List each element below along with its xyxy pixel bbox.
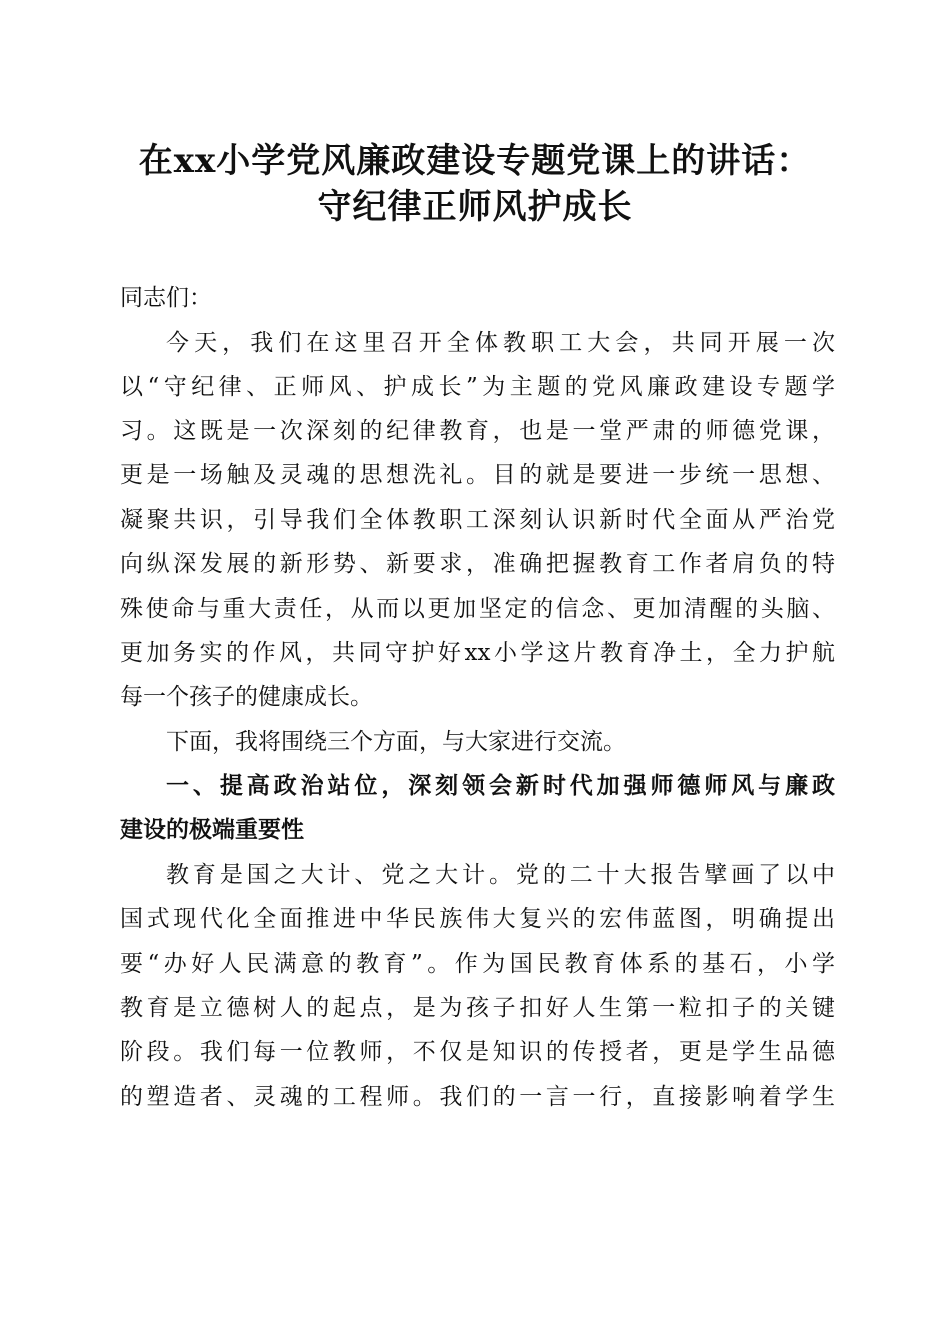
section-heading: 一、提高政治站位，深刻领会新时代加强师德师风与廉政: [166, 773, 835, 799]
paragraph-line: 殊使命与重大责任，从而以更加坚定的信念、更加清醒的头脑、: [120, 596, 835, 622]
paragraph-line: 的塑造者、灵魂的工程师。我们的一言一行，直接影响着学生: [120, 1084, 835, 1110]
paragraph-line: 更是一场触及灵魂的思想洗礼。目的就是要进一步统一思想、: [120, 462, 835, 488]
paragraph-line: 下面，我将围绕三个方面，与大家进行交流。: [166, 729, 626, 755]
paragraph-line: 凝聚共识，引导我们全体教职工深刻认识新时代全面从严治党: [120, 507, 835, 533]
paragraph-line: 今天，我们在这里召开全体教职工大会，共同开展一次: [166, 330, 835, 356]
paragraph-line: 教育是国之大计、党之大计。党的二十大报告擘画了以中: [166, 862, 835, 888]
greeting: 同志们：: [120, 285, 212, 311]
section-heading: 建设的极端重要性: [120, 817, 304, 843]
paragraph-line: 以“守纪律、正师风、护成长”为主题的党风廉政建设专题学: [120, 374, 835, 400]
paragraph-line: 向纵深发展的新形势、新要求，准确把握教育工作者肩负的特: [120, 551, 835, 577]
paragraph-line: 习。这既是一次深刻的纪律教育，也是一堂严肃的师德党课，: [120, 418, 835, 444]
paragraph-line: 每一个孩子的健康成长。: [120, 684, 373, 710]
paragraph-line: 国式现代化全面推进中华民族伟大复兴的宏伟蓝图，明确提出: [120, 906, 835, 932]
paragraph-line: 更加务实的作风，共同守护好xx小学这片教育净土，全力护航: [120, 640, 835, 666]
paragraph-line: 阶段。我们每一位教师，不仅是知识的传授者，更是学生品德: [120, 1039, 835, 1065]
title-line-1: 在xx小学党风廉政建设专题党课上的讲话：: [138, 141, 812, 181]
paragraph-line: 教育是立德树人的起点，是为孩子扣好人生第一粒扣子的关键: [120, 995, 835, 1021]
title-line-2: 守纪律正师风护成长: [317, 187, 633, 227]
paragraph-line: 要“办好人民满意的教育”。作为国民教育体系的基石，小学: [120, 951, 835, 977]
